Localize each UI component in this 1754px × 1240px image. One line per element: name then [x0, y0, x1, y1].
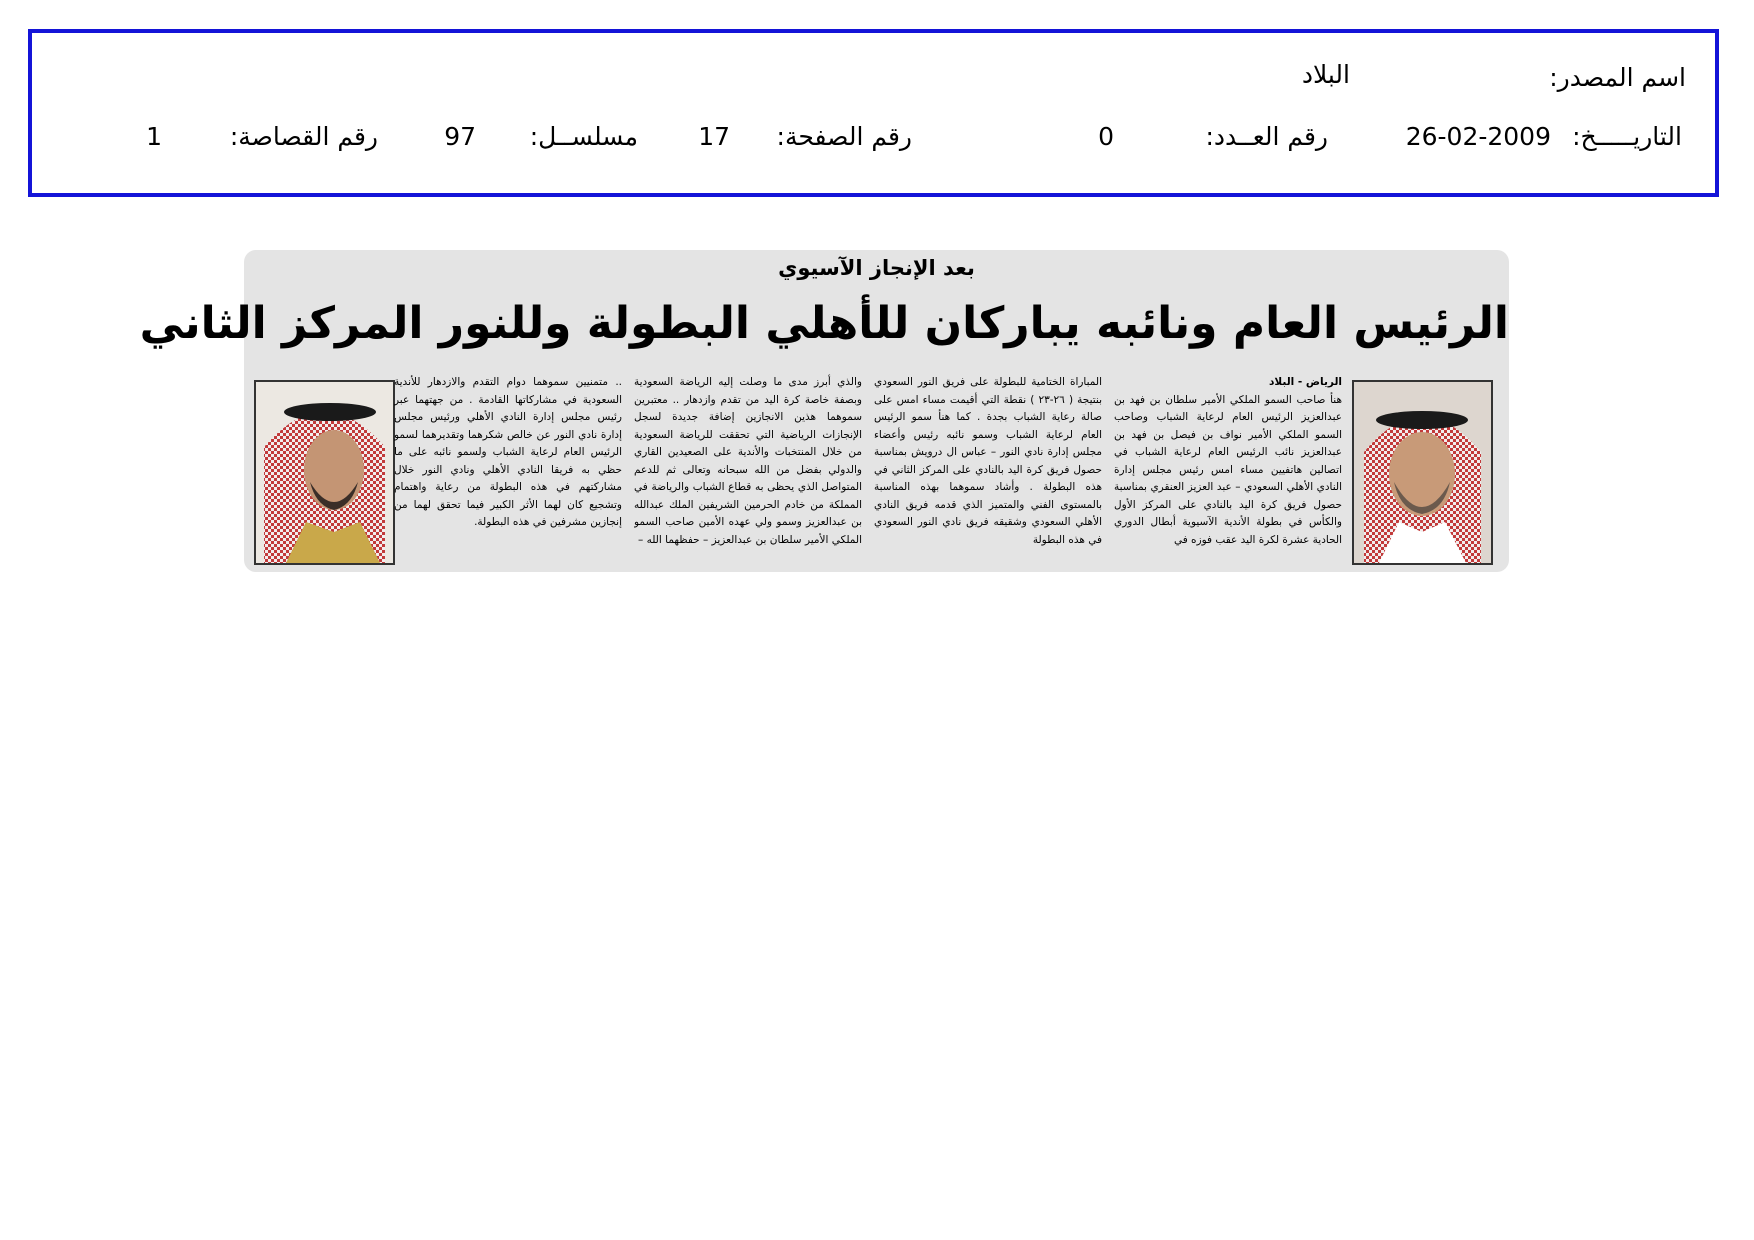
newspaper-clipping	[139, 250, 1509, 572]
serial-label: مسلســل:	[529, 122, 638, 151]
date-label: التاريـــــخ:	[1572, 122, 1682, 151]
column-text: المباراة الختامية للبطولة على فريق النور السعودي بنتيجة ( ٢٦-٢٣ ) نقطة التي أقيمت مساء امس على صالة رعاية الشباب بجدة . كما هنأ سمو الرئيس العام لرعاية الشباب وسمو نائبه رئيس وأعضاء مجلس إدارة نادي النور – عباس ال درويش بمناسبة حصول فريق كرة اليد بالنادي على المركز الثاني في هذه البطولة . وأشاد سموهما بهذه المناسبة بالمستوى الفني والمتميز الذي قدمه فريق النادي الأهلي السعودي وشقيقه فريق نادي النور السعودي في هذه البطولة	[874, 376, 1102, 546]
article-byline: الرياض - البلاد	[1269, 376, 1342, 388]
issue-label: رقم العــدد:	[1205, 122, 1328, 151]
article-column-1	[1114, 374, 1342, 566]
article-column-2	[874, 374, 1102, 566]
source-value: البلاد	[1301, 60, 1350, 89]
metadata-frame	[28, 29, 1719, 197]
column-text: هنأ صاحب السمو الملكي الأمير سلطان بن فهد بن عبدالعزيز الرئيس العام لرعاية الشباب وصاحب السمو الملكي الأمير نواف بن فيصل بن فهد بن عبدالعزيز نائب الرئيس العام لرعاية الشباب في اتصالين هاتفيين مساء امس رئيس مجلس إدارة النادي الأهلي السعودي – عبد العزيز العنقري بمناسبة حصول فريق كرة اليد بالنادي على المركز الأول والكأس في بطولة الأندية الآسيوية أبطال الدوري الحادية عشرة لكرة اليد عقب فوزه في	[1114, 393, 1342, 546]
source-label: اسم المصدر:	[1549, 63, 1686, 92]
clip-value: 1	[146, 122, 162, 151]
article-headline: الرئيس العام ونائبه يباركان للأهلي البطولة وللنور المركز الثاني	[139, 298, 1509, 349]
page-value: 17	[698, 122, 730, 151]
column-text: والذي أبرز مدى ما وصلت إليه الرياضة السعودية وبصفة خاصة كرة اليد من تقدم وازدهار .. معتبرين سموهما هذين الانجازين إضافة جديدة لسجل الإنجازات الرياضية التي تحققت للرياضة السعودية من خلال المنتخبات والأندية على الصعيدين القاري والدولي بفضل من الله سبحانه وتعالى ثم للدعم المتواصل الذي يحظى به قطاع الشباب والرياضة في المملكة من خادم الحرمين الشريفين الملك عبدالله بن عبدالعزيز وسمو ولي عهده الأمين صاحب السمو الملكي الأمير سلطان بن عبدالعزيز – حفظهما الله –	[634, 376, 862, 546]
portrait-photo-left	[254, 380, 395, 565]
portrait-illustration	[256, 382, 393, 563]
portrait-illustration	[1354, 382, 1491, 563]
date-value: 26-02-2009	[1405, 122, 1551, 151]
article-column-4	[394, 374, 622, 566]
page-label: رقم الصفحة:	[776, 122, 912, 151]
article-column-3	[634, 374, 862, 566]
serial-value: 97	[444, 122, 476, 151]
clip-label: رقم القصاصة:	[229, 122, 378, 151]
issue-value: 0	[1098, 122, 1114, 151]
portrait-photo-right	[1352, 380, 1493, 565]
article-kicker: بعد الإنجاز الآسيوي	[778, 256, 975, 280]
column-text: .. متمنيين سموهما دوام التقدم والازدهار للأندية السعودية في مشاركاتها القادمة . من جهتهما عبر رئيس مجلس إدارة النادي الأهلي ورئيس مجلس إدارة نادي النور عن خالص شكرهما وتقديرهما لسمو الرئيس العام لرعاية الشباب ولسمو نائبه على ما حظي به فريقا النادي الأهلي ونادي النور خلال مشاركتهم في هذه البطولة من رعاية واهتمام وتشجيع كان لهما الأثر الكبير فيما تحقق لهما من إنجازين مشرفين في هذه البطولة.	[394, 376, 622, 528]
